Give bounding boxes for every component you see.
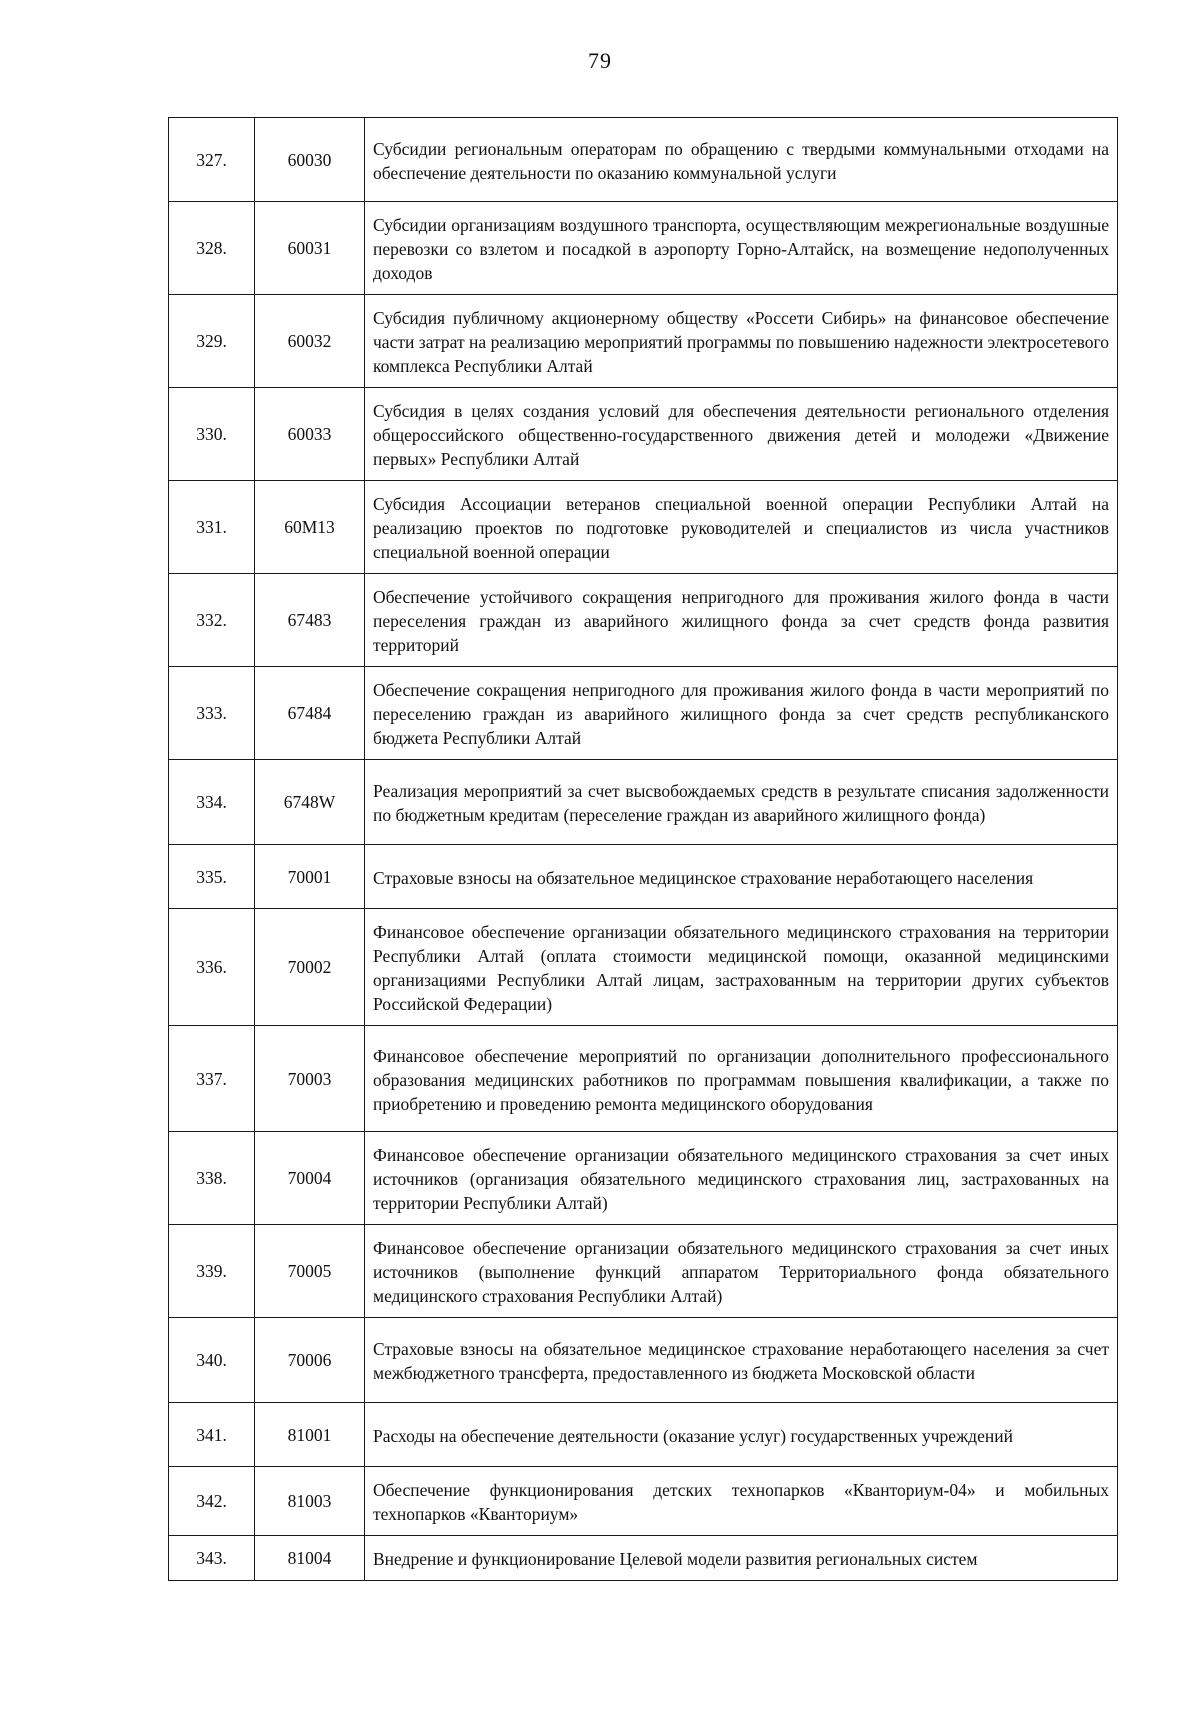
row-code: 60030 (255, 118, 365, 202)
row-code: 60033 (255, 388, 365, 481)
row-code: 70005 (255, 1225, 365, 1318)
row-code: 70003 (255, 1026, 365, 1132)
row-number: 331. (169, 481, 255, 574)
table-row (169, 1536, 1118, 1581)
row-description: Расходы на обеспечение деятельности (оказание услуг) государственных учреждений (365, 1403, 1118, 1467)
row-code: 81001 (255, 1403, 365, 1467)
table-row (169, 760, 1118, 845)
row-code: 81003 (255, 1467, 365, 1536)
row-code: 67483 (255, 574, 365, 667)
row-code: 6748W (255, 760, 365, 845)
row-description: Внедрение и функционирование Целевой модели развития региональных систем (365, 1536, 1118, 1581)
table-row (169, 1467, 1118, 1536)
row-code: 60031 (255, 202, 365, 295)
table-row (169, 1132, 1118, 1225)
row-code: 60032 (255, 295, 365, 388)
row-number: 339. (169, 1225, 255, 1318)
table-row (169, 845, 1118, 909)
table-body (169, 118, 1118, 1581)
row-number: 341. (169, 1403, 255, 1467)
row-description: Субсидии организациям воздушного транспорта, осуществляющим межрегиональные воздушные перевозки со взлетом и посадкой в аэропорту Горно-Алтайск, на возмещение недополученных доходов (365, 202, 1118, 295)
table-row (169, 574, 1118, 667)
row-number: 343. (169, 1536, 255, 1581)
row-number: 336. (169, 909, 255, 1026)
row-description: Обеспечение устойчивого сокращения непригодного для проживания жилого фонда в части переселения граждан из аварийного жилищного фонда за счет средств фонда развития территорий (365, 574, 1118, 667)
table-row (169, 118, 1118, 202)
row-number: 342. (169, 1467, 255, 1536)
table-row (169, 1026, 1118, 1132)
row-code: 67484 (255, 667, 365, 760)
row-number: 330. (169, 388, 255, 481)
row-number: 332. (169, 574, 255, 667)
row-description: Страховые взносы на обязательное медицинское страхование неработающего населения за счет межбюджетного трансферта, предоставленного из бюджета Московской области (365, 1318, 1118, 1403)
row-description: Финансовое обеспечение организации обязательного медицинского страхования за счет иных источников (организация обязательного медицинского страхования лиц, застрахованных на территории Республики Алтай) (365, 1132, 1118, 1225)
row-number: 338. (169, 1132, 255, 1225)
table-row (169, 667, 1118, 760)
row-number: 335. (169, 845, 255, 909)
row-description: Страховые взносы на обязательное медицинское страхование неработающего населения (365, 845, 1118, 909)
row-description: Обеспечение функционирования детских технопарков «Кванториум-04» и мобильных технопарков «Кванториум» (365, 1467, 1118, 1536)
row-number: 340. (169, 1318, 255, 1403)
row-description: Финансовое обеспечение организации обязательного медицинского страхования на территории Республики Алтай (оплата стоимости медицинской помощи, оказанной медицинскими организациями Республики Алтай лицам, застрахованным на территории других субъектов Российской Федерации) (365, 909, 1118, 1026)
row-description: Субсидии региональным операторам по обращению с твердыми коммунальными отходами на обеспечение деятельности по оказанию коммунальной услуги (365, 118, 1118, 202)
row-code: 60М13 (255, 481, 365, 574)
document-table (168, 117, 1118, 1581)
table-row (169, 909, 1118, 1026)
row-number: 329. (169, 295, 255, 388)
table-row (169, 1225, 1118, 1318)
table-row (169, 1318, 1118, 1403)
row-description: Финансовое обеспечение организации обязательного медицинского страхования за счет иных источников (выполнение функций аппаратом Территориального фонда обязательного медицинского страхования Республики Алтай) (365, 1225, 1118, 1318)
row-code: 81004 (255, 1536, 365, 1581)
row-description: Реализация мероприятий за счет высвобождаемых средств в результате списания задолженности по бюджетным кредитам (переселение граждан из аварийного жилищного фонда) (365, 760, 1118, 845)
row-number: 328. (169, 202, 255, 295)
row-description: Субсидия публичному акционерному обществу «Россети Сибирь» на финансовое обеспечение части затрат на реализацию мероприятий программы по повышению надежности электросетевого комплекса Республики Алтай (365, 295, 1118, 388)
row-code: 70001 (255, 845, 365, 909)
table-row (169, 481, 1118, 574)
row-number: 327. (169, 118, 255, 202)
row-number: 334. (169, 760, 255, 845)
row-description: Финансовое обеспечение мероприятий по организации дополнительного профессионального образования медицинских работников по программам повышения квалификации, а также по приобретению и проведению ремонта медицинского оборудования (365, 1026, 1118, 1132)
row-code: 70002 (255, 909, 365, 1026)
table-row (169, 388, 1118, 481)
row-number: 333. (169, 667, 255, 760)
page-number: 79 (588, 48, 612, 73)
row-code: 70004 (255, 1132, 365, 1225)
table-row (169, 202, 1118, 295)
table-row (169, 295, 1118, 388)
row-description: Субсидия Ассоциации ветеранов специальной военной операции Республики Алтай на реализацию проектов по подготовке руководителей и специалистов из числа участников специальной военной операции (365, 481, 1118, 574)
row-number: 337. (169, 1026, 255, 1132)
table-row (169, 1403, 1118, 1467)
row-description: Обеспечение сокращения непригодного для проживания жилого фонда в части мероприятий по переселению граждан из аварийного жилищного фонда за счет средств республиканского бюджета Республики Алтай (365, 667, 1118, 760)
row-description: Субсидия в целях создания условий для обеспечения деятельности регионального отделения общероссийского общественно-государственного движения детей и молодежи «Движение первых» Республики Алтай (365, 388, 1118, 481)
row-code: 70006 (255, 1318, 365, 1403)
